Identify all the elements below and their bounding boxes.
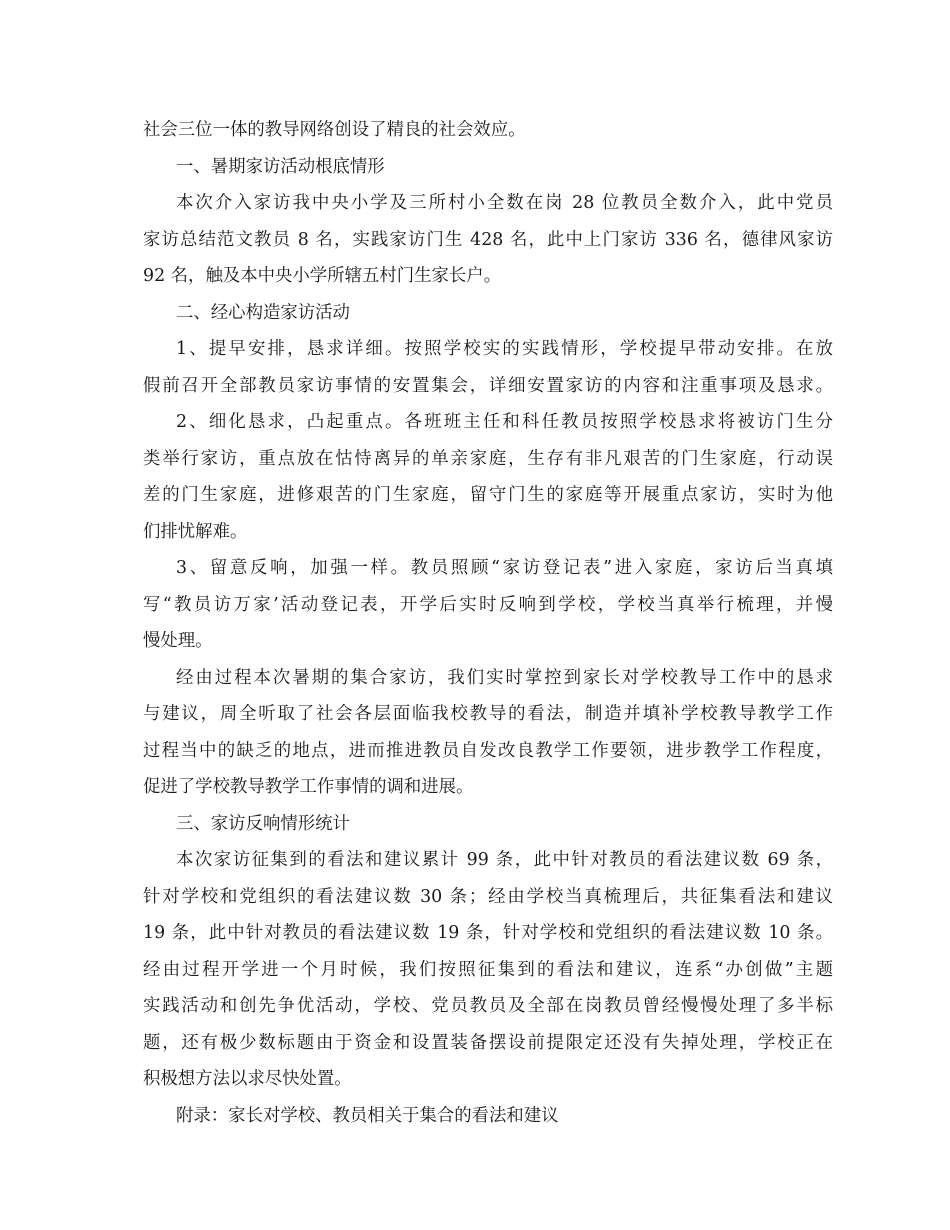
text-line: 本次家访征集到的看法和建议累计 99 条，此中针对教员的看法建议数 69 条， xyxy=(176,850,833,870)
text-line: 家访总结范文教员 8 名，实践家访门生 428 名，此中上门家访 336 名，德律风家访 xyxy=(143,229,833,250)
text-line: 类举行家访，重点放在怙恃离异的单亲家庭，生存有非凡艰苦的门生家庭，行动误 xyxy=(143,448,833,469)
text-line: 经由过程开学进一个月时候，我们按照征集到的看法和建议，连系“办创做”主题 xyxy=(143,959,833,980)
text-line: 附录：家长对学校、教员相关于集合的看法和建议 xyxy=(176,1105,559,1126)
text-line: 2、细化恳求，凸起重点。各班班主任和科任教员按照学校恳求将被访门生分 xyxy=(176,412,833,432)
text-line: 1、提早安排，恳求详细。按照学校实的实践情形，学校提早带动安排。在放 xyxy=(176,339,833,359)
text-line: 写“教员访万家’活动登记表，开学后实时反响到学校，学校当真举行梳理，并慢 xyxy=(143,594,833,615)
text-line: 差的门生家庭，进修艰苦的门生家庭，留守门生的家庭等开展重点家访，实时为他 xyxy=(143,485,833,505)
text-line: 促进了学校教导教学工作事情的调和进展。 xyxy=(143,777,474,797)
text-line: 二、经心构造家访活动 xyxy=(176,302,350,323)
text-line: 与建议，周全听取了社会各层面临我校教导的看法，制造并填补学校教导教学工作 xyxy=(143,704,833,724)
text-line: 题，还有极少数标题由于资金和设置装备摆设前提限定还没有失掉处理，学校正在 xyxy=(143,1032,833,1053)
text-line: 积极想方法以求尽快处置。 xyxy=(143,1069,352,1089)
text-line: 假前召开全部教员家访事情的安置集会，详细安置家访的内容和注重事项及恳求。 xyxy=(143,375,833,396)
document-body xyxy=(143,112,833,1134)
text-line: 们排忧解难。 xyxy=(143,521,248,542)
text-line: 本次介入家访我中央小学及三所村小全数在岗 28 位教员全数介入，此中党员 xyxy=(176,193,833,213)
text-line: 经由过程本次暑期的集合家访，我们实时掌控到家长对学校教导工作中的恳求 xyxy=(176,667,833,688)
text-line: 实践活动和创先争优活动，学校、党员教员及全部在岗教员曾经慢慢处理了多半标 xyxy=(143,996,833,1016)
text-line: 针对学校和党组织的看法建议数 30 条；经由学校当真梳理后，共征集看法和建议 xyxy=(143,886,833,907)
text-line: 过程当中的缺乏的地点，进而推进教员自发改良教学工作要领，进步教学工作程度， xyxy=(143,740,833,761)
text-line: 慢处理。 xyxy=(143,631,213,651)
text-line: 19 条，此中针对教员的看法建议数 19 条，针对学校和党组织的看法建议数 10 条。 xyxy=(143,923,833,943)
text-line: 一、暑期家访活动根底情形 xyxy=(176,156,385,177)
text-line: 社会三位一体的教导网络创设了精良的社会效应。 xyxy=(143,120,526,140)
text-line: 3、留意反响，加强一样。教员照顾“家访登记表”进入家庭，家访后当真填 xyxy=(176,558,833,578)
text-line: 三、家访反响情形统计 xyxy=(176,813,350,834)
text-line: 92 名，触及本中央小学所辖五村门生家长户。 xyxy=(143,266,502,286)
